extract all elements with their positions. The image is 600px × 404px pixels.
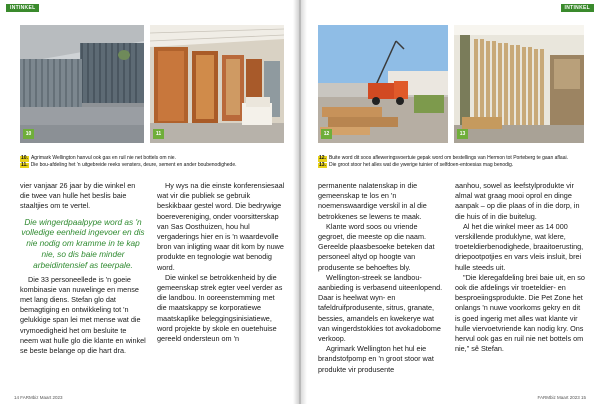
caption-11 xyxy=(20,162,290,169)
body-paragraph: Hy wys na die einste konferensiesaal wat vir die publiek se gebruik beskikbaar gestel word. Die bedrywige boerevereniging, onder voorsitterskap van Sas Oosthuizen, hou hul vergaderings hier en is 'n waardevolle bron van inligting waar dit kom by nuwe produkte en tegnologie wat benodig word. xyxy=(157,181,285,272)
text-column-1 xyxy=(20,181,146,356)
gutter-shadow xyxy=(301,0,307,404)
caption-number: 10. xyxy=(21,155,28,161)
windows-doors-illustration xyxy=(150,25,284,143)
caption-12 xyxy=(318,155,590,162)
photo-number-badge: 12 xyxy=(321,129,332,139)
photo-number-badge: 13 xyxy=(457,129,468,139)
text-column-2 xyxy=(455,181,585,354)
photo-delivery-truck xyxy=(318,25,448,143)
caption-text: Agrimark Wellington hanvul ook gas en ruil nie net bottels om nie. xyxy=(30,155,176,161)
caption-number: 12. xyxy=(319,155,326,161)
caption-number: 13. xyxy=(319,161,326,168)
photo-captions xyxy=(20,155,290,168)
caption-text: Die bou-afdeling het 'n uitgebreide reeks vensters, deure, sement en ander boubenodighede. xyxy=(30,161,237,168)
caption-text: Buite word dit soos afleweringsvoertuie gepak word om bestellings van Hermon tot Porteberg te gaan aflaai. xyxy=(328,155,568,161)
photo-building-section xyxy=(150,25,284,143)
photo-number-badge: 10 xyxy=(23,129,34,139)
photo-captions xyxy=(318,155,590,168)
warehouse-storage-illustration xyxy=(454,25,584,143)
body-paragraph: aanhou, sowel as leefstylprodukte vir almal wat graag mooi oprol en dinge aanpak – op die plaas of in die dorp, in die huis of in die buitelug. xyxy=(455,181,580,221)
left-page xyxy=(0,0,299,404)
body-paragraph: Klante word soos ou vriende gegroet, die meeste op die naam. Gereelde plaasbesoeke beteken dat personeel altyd op hoogte van produsente se behoeftes bly. xyxy=(318,221,435,272)
photo-number-badge: 11 xyxy=(153,129,164,139)
caption-number: 11. xyxy=(21,161,28,168)
caption-10 xyxy=(20,155,290,162)
page-footer: FARMbiz Maart 2023 15 xyxy=(537,395,586,400)
section-tag: INTINKEL xyxy=(6,4,39,12)
pull-quote: Die wingerdpaalpype word as 'n volledige eenheid ingevoer en dis nie nodig om kramme in te kap nie, so dis baie minder arbeidintensief as teerpale. xyxy=(21,216,145,270)
body-paragraph: permanente nalatenskap in die gemeenskap te los en 'n noemenswaardige verskil in al die betrokkenes se lewens te maak. xyxy=(318,181,427,221)
photo-gas-bottles xyxy=(20,25,144,143)
photo-warehouse-storage xyxy=(454,25,584,143)
section-tag: INTINKEL xyxy=(561,4,594,12)
body-paragraph: Die winkel se betrokkenheid by die gemeenskap strek egter veel verder as die landbou. In ooreenstemming met die maatskappy se korporatiewe maatskaplike beleggingsinisiatiewe, word projekte by skole en ouetehuise gereeld ondersteun om 'n xyxy=(157,272,283,344)
right-page xyxy=(301,0,600,404)
body-paragraph: Die 33 personeellede is 'n goeie kombinasie van nuwelinge en mense met lang diens. Stefan glo dat bemagtiging en ontwikkeling tot 'n gelukkige span lei met mense wat die vrymoedigheid het om besluite te neem wat hulle glo die klante en winkel se beste belange op die hart dra. xyxy=(20,274,146,356)
text-column-1 xyxy=(318,181,446,375)
gutter-shadow xyxy=(293,0,299,404)
delivery-truck-illustration xyxy=(318,25,448,143)
gas-bottles-illustration xyxy=(20,25,144,143)
body-paragraph: "Die kleregafdeling brei baie uit, en so ook die afdelings vir troeteldier- en besproeiingsprodukte. Die Pet Zone het onlangs 'n nuwe voorkoms gekry en dit is goed ingerig met alles wat klante vir hulle viervoetvriende kan nodig kry. Ons hervul ook gas en ruil nie net bottels om nie," sê Stefan. xyxy=(455,272,585,354)
body-paragraph: Al het die winkel meer as 14 000 verskillende produklyne, wat klere, troeteldierbenodighede, braaitoerusting, driepootpotjies en vars vleis insluit, brei hulle steeds uit. xyxy=(455,221,584,272)
caption-text: Die groot stoor het alles wat die ywerige tuinier of selfdoen-entoesias mag benodig. xyxy=(328,161,514,168)
body-paragraph: Agrimark Wellington het hul eie brandstofpomp en 'n groot stoor wat produkte vir produsente xyxy=(318,344,434,374)
page-footer: 14 FARMbiz Maart 2023 xyxy=(14,395,63,400)
body-paragraph: vier vanjaar 26 jaar by die winkel en die twee van hulle het beslis baie staaltjies om te vertel. xyxy=(20,181,136,211)
caption-13 xyxy=(318,162,590,169)
text-column-2 xyxy=(157,181,285,344)
body-paragraph: Wellington-streek se landbou-aanbieding is verbasend uiteenlopend. Daar is heelwat wyn- en tafeldruifprodusente, sitrus, granate, bessies, amandels en kwekerye wat van wingerdstokkies tot avokadobome verkoop. xyxy=(318,272,443,344)
